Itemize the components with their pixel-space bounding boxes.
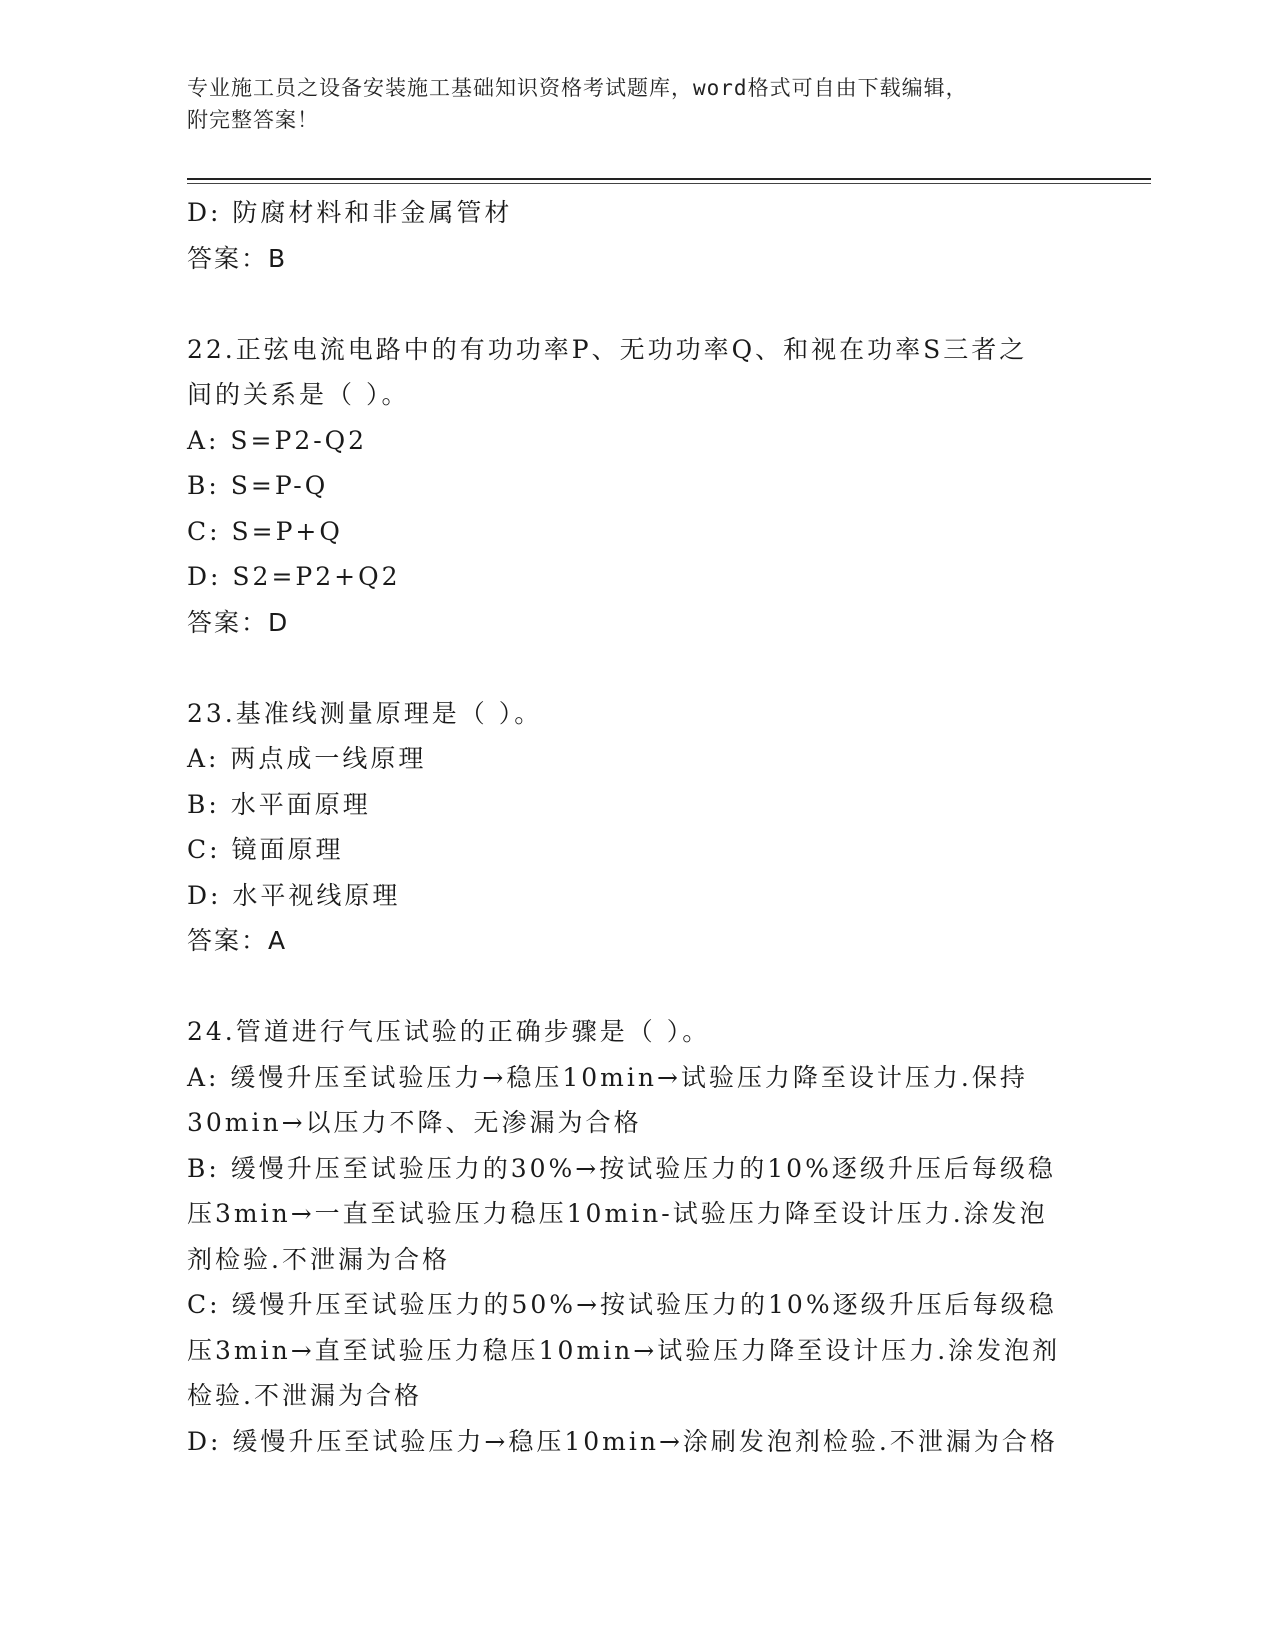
- question-24: [187, 1009, 1087, 1464]
- question-stem: 24.管道进行气压试验的正确步骤是（ ）。: [187, 1017, 711, 1046]
- option-b: B: S=P-Q: [187, 471, 329, 500]
- option-d: D: 水平视线原理: [187, 880, 401, 910]
- option-b-continued: 剂检验.不泄漏为合格: [187, 1244, 450, 1274]
- spacer: [187, 645, 1087, 691]
- option-b: B: 缓慢升压至试验压力的30%→按试验压力的10%逐级升压后每级稳: [187, 1153, 1056, 1183]
- option-a: A: 缓慢升压至试验压力→稳压10min→试验压力降至设计压力.保持: [187, 1062, 1028, 1092]
- question-21-tail: [187, 190, 1087, 281]
- option-a: A: S=P2-Q2: [187, 425, 368, 455]
- option-d: D: 防腐材料和非金属管材: [187, 198, 513, 227]
- option-d: D: 缓慢升压至试验压力→稳压10min→涂刷发泡剂检验.不泄漏为合格: [187, 1426, 1058, 1456]
- option-a: A: 两点成一线原理: [187, 744, 427, 773]
- option-d: D: S2=P2+Q2: [187, 562, 401, 591]
- option-c: C: S=P+Q: [187, 516, 343, 546]
- option-c-continued: 压3min→直至试验压力稳压10min→试验压力降至设计压力.涂发泡剂: [187, 1335, 1061, 1365]
- header-line-2: 附完整答案！: [187, 108, 319, 132]
- option-b-continued: 压3min→一直至试验压力稳压10min-试验压力降至设计压力.涂发泡: [187, 1199, 1048, 1228]
- option-c: C: 缓慢升压至试验压力的50%→按试验压力的10%逐级升压后每级稳: [187, 1290, 1057, 1319]
- header-rule-thick: [187, 178, 1151, 180]
- document-body: [187, 190, 1087, 1464]
- answer: 答案：D: [187, 607, 290, 637]
- header-rule-thin: [187, 183, 1151, 184]
- answer: 答案：B: [187, 243, 288, 273]
- option-a-continued: 30min→以压力不降、无渗漏为合格: [187, 1108, 642, 1137]
- question-stem-continued: 间的关系是（ ）。: [187, 380, 410, 409]
- option-c: C: 镜面原理: [187, 835, 344, 864]
- option-c-continued: 检验.不泄漏为合格: [187, 1381, 422, 1410]
- spacer: [187, 281, 1087, 327]
- question-stem: 23.基准线测量原理是（ ）。: [187, 698, 543, 728]
- page-header: [187, 72, 1067, 136]
- spacer: [187, 964, 1087, 1010]
- question-23: [187, 691, 1087, 964]
- question-22: [187, 327, 1087, 646]
- question-stem: 22.正弦电流电路中的有功功率P、无功功率Q、和视在功率S三者之: [187, 334, 1028, 364]
- option-b: B: 水平面原理: [187, 789, 371, 819]
- header-line-1: 专业施工员之设备安装施工基础知识资格考试题库，word格式可自由下载编辑，: [187, 76, 968, 100]
- answer: 答案：A: [187, 926, 288, 955]
